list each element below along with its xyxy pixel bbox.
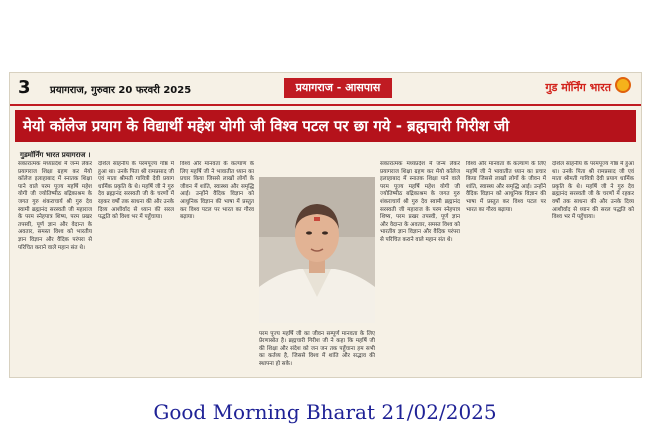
page-number: 3 [18,77,31,98]
article-text: सकारात्मक मध्यप्रदेश में जन्म लेकर प्रयागराज शिक्षा ग्रहण कर मेयो कॉलेज इलाहाबाद में स्नातक शिक्षा पाने वाले परम पूज्य महर्षि महेश योगी जी ज्योतिष्पीठ बद्रिकाश्रम के जगत गुरु शंकराचार्य श्री गुरु देव स्वामी ब्रह्मानंद सरस्वती जी महाराज के परम स्नेहपात्र शिष्य, परम प्रखर तपस्वी, पूर्ण ज्ञान और वेदान्त के अवतार, समस्त विश्व को भारतीय ज्ञान विज्ञान और वैदिक परंपरा से परिचित कराने वाले महान संत थे। [18,161,92,251]
logo-text: गुड मॉर्निंग भारत [545,81,611,94]
byline: गुडमॉर्निंग भारत प्रयागराज । [20,151,91,159]
article-text: दशिल साहनीय के परमपूज्य गोष्ठ में हुआ था। उनके पिता श्री रामप्रसाद जी एवं माता श्रीमती गायित्री देवी प्रयाग धार्मिक प्रकृति के थे। महर्षि जी ने गुरु देव ब्रह्मानंद सरस्वती जी के चरणों में रहकर वर्षों तक साधना की और उनके दिव्य आशीर्वाद से ध्यान की सरल पद्धति को विश्व भर में पहुँचाया। [98,161,174,221]
article-column-2 [98,161,174,373]
portrait-photo [259,177,375,323]
portrait-image [259,177,375,323]
article-column-5 [380,161,460,373]
newspaper-logo [513,77,633,99]
clipping-caption: Good Morning Bharat 21/02/2025 [153,400,497,424]
article-column-6 [466,161,546,373]
article-column-4 [259,325,375,373]
masthead [10,73,641,106]
article-column-3 [180,161,254,373]
date-line: प्रयागराज, गुरुवार 20 फरवरी 2025 [50,85,192,96]
article-text: परम पूज्य महर्षि जी का जीवन सम्पूर्ण मानवता के लिए प्रेरणास्रोत है। ब्रह्मचारी गिरीश जी ने कहा कि महर्षि जी की शिक्षा और संदेश को जन जन तक पहुँचाना हम सभी का कर्तव्य है, जिससे विश्व में शांति और सद्भाव की स्थापना हो सके। [259,330,375,367]
masthead-divider [10,104,641,106]
section-label: प्रयागराज - आसपास [284,78,392,98]
article-text: सकारात्मक मध्यप्रदेश में जन्म लेकर प्रयागराज शिक्षा ग्रहण कर मेयो कॉलेज इलाहाबाद में स्नातक शिक्षा पाने वाले परम पूज्य महर्षि महेश योगी जी ज्योतिष्पीठ बद्रिकाश्रम के जगत गुरु शंकराचार्य श्री गुरु देव स्वामी ब्रह्मानंद सरस्वती जी महाराज के परम स्नेहपात्र शिष्य, परम प्रखर तपस्वी, पूर्ण ज्ञान और वेदान्त के अवतार, समस्त विश्व को भारतीय ज्ञान विज्ञान और वैदिक परंपरा से परिचित कराने वाले महान संत थे। [380,161,460,243]
article-text: विश्व और मानवता के कल्याण के लिए महर्षि जी ने भावातीत ध्यान का प्रचार किया जिससे लाखों लोगों के जीवन में शांति, स्वास्थ्य और समृद्धि आई। उन्होंने वैदिक विज्ञान को आधुनिक विज्ञान की भाषा में प्रस्तुत कर विश्व पटल पर भारत का गौरव बढ़ाया। [180,161,254,221]
sun-icon [615,77,631,93]
headline: मेयो कॉलेज प्रयाग के विद्यार्थी महेश योगी जी विश्व पटल पर छा गये - ब्रह्मचारी गिरीश जी [15,110,636,142]
article-column-1 [18,161,92,373]
article-text: दशिल साहनीय के परमपूज्य गोष्ठ में हुआ था। उनके पिता श्री रामप्रसाद जी एवं माता श्रीमती गायित्री देवी प्रयाग धार्मिक प्रकृति के थे। महर्षि जी ने गुरु देव ब्रह्मानंद सरस्वती जी के चरणों में रहकर वर्षों तक साधना की और उनके दिव्य आशीर्वाद से ध्यान की सरल पद्धति को विश्व भर में पहुँचाया। [552,161,634,221]
newspaper-clipping [9,72,642,378]
article-text: विश्व और मानवता के कल्याण के लिए महर्षि जी ने भावातीत ध्यान का प्रचार किया जिससे लाखों लोगों के जीवन में शांति, स्वास्थ्य और समृद्धि आई। उन्होंने वैदिक विज्ञान को आधुनिक विज्ञान की भाषा में प्रस्तुत कर विश्व पटल पर भारत का गौरव बढ़ाया। [466,161,546,213]
article-column-7 [552,161,634,373]
